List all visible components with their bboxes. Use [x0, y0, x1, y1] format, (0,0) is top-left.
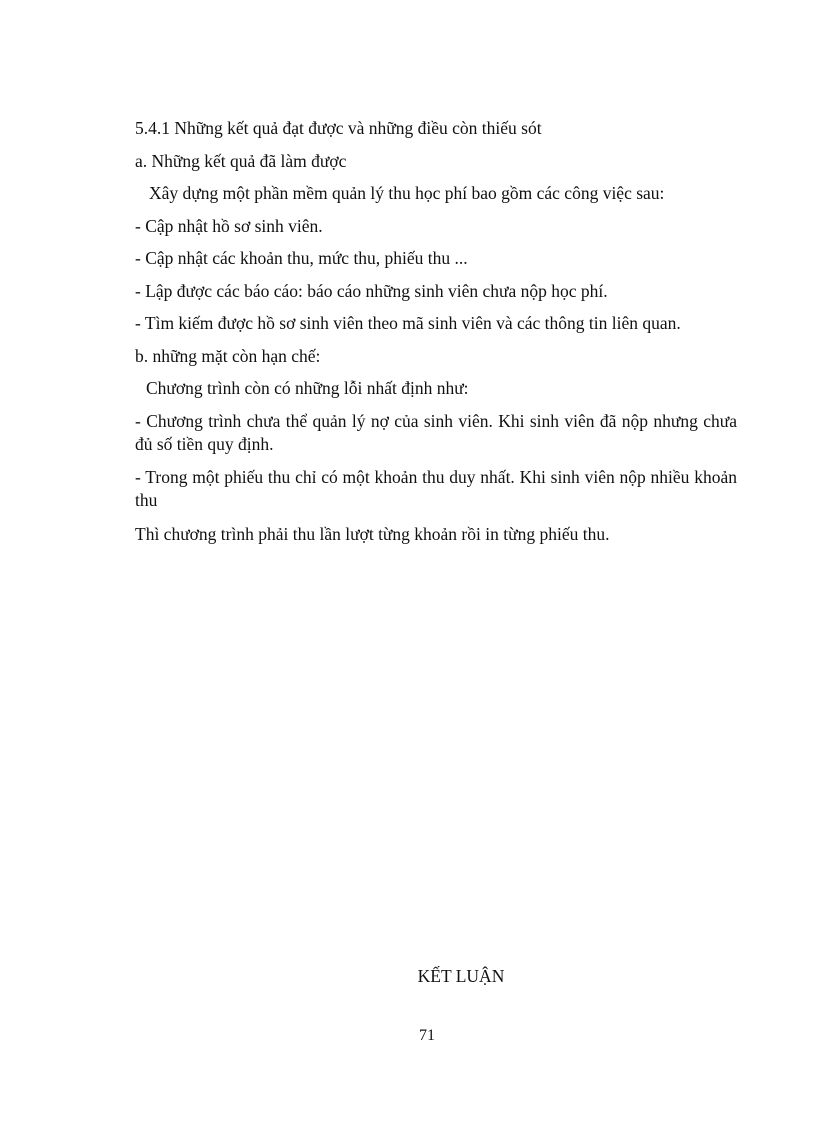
achievement-item: - Cập nhật các khoản thu, mức thu, phiếu thu ... [135, 248, 468, 268]
conclusion-heading: KẾT LUẬN [417, 966, 505, 986]
subheading-limitations: b. những mặt còn hạn chế: [135, 345, 321, 366]
closing-line: Thì chương trình phải thu lần lượt từng khoản rồi in từng phiếu thu. [135, 523, 610, 544]
subheading-achievements: a. Những kết quả đã làm được [135, 150, 347, 171]
achievement-item: - Lập được các báo cáo: báo cáo những sinh viên chưa nộp học phí. [135, 280, 608, 301]
limitation-item: - Chương trình chưa thể quản lý nợ của sinh viên. Khi sinh viên đã nộp nhưng chưa đủ số tiền quy định. [135, 410, 737, 454]
section-heading: 5.4.1 Những kết quả đạt được và những điều còn thiếu sót [135, 118, 542, 138]
achievement-item: - Tìm kiếm được hồ sơ sinh viên theo mã sinh viên và các thông tin liên quan. [135, 313, 681, 333]
limitation-item: - Trong một phiếu thu chỉ có một khoản thu duy nhất. Khi sinh viên nộp nhiều khoản thu [135, 467, 737, 510]
document-body [135, 117, 737, 545]
achievement-item: - Cập nhật hồ sơ sinh viên. [135, 215, 323, 236]
limitations-intro: Chương trình còn có những lỗi nhất định như: [146, 378, 469, 398]
page-number: 71 [419, 1027, 435, 1044]
achievements-intro: Xây dựng một phần mềm quản lý thu học phí bao gồm các công việc sau: [149, 183, 665, 203]
